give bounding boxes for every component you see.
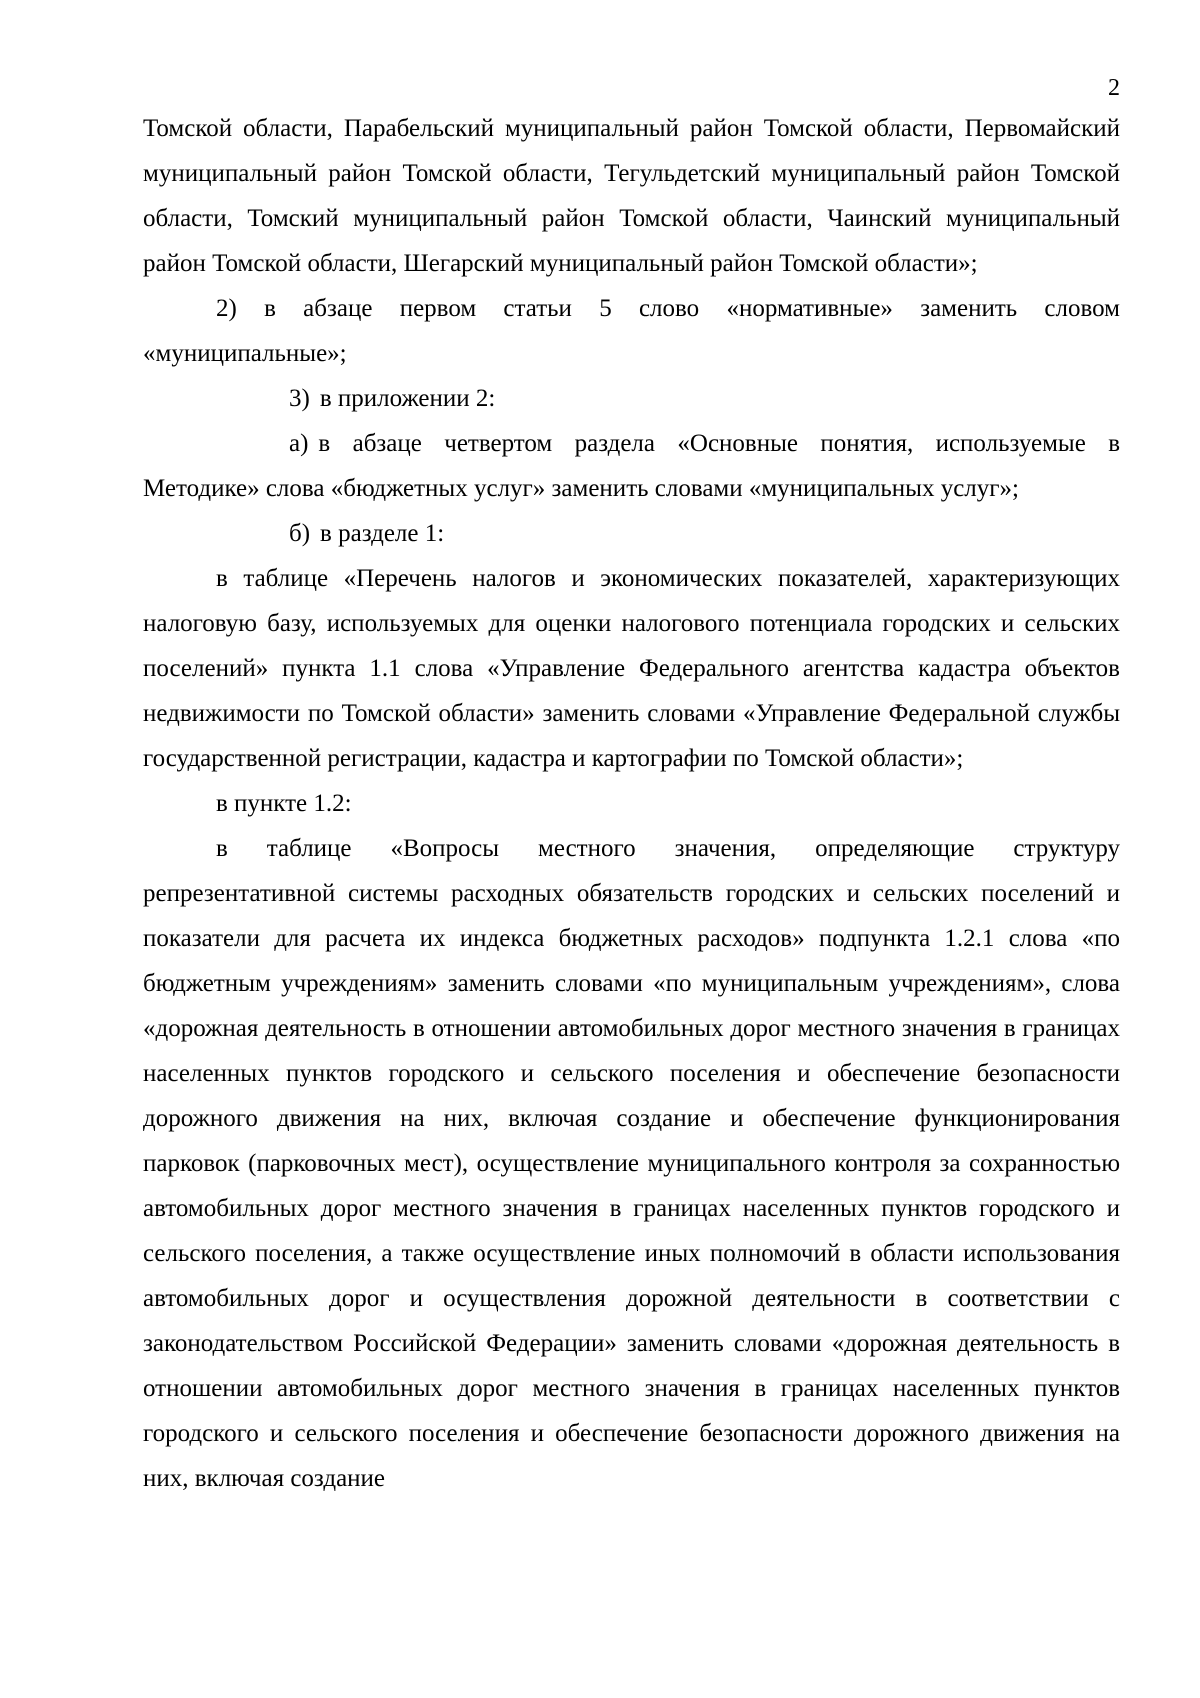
enum-label: а) — [289, 430, 309, 457]
paragraph-table-1-1: в таблице «Перечень налогов и экономических показателей, характеризующих налоговую базу, используемых для оценки налогового потенциала городских и сельских поселений» пункта 1.1 слова «Управление Федерального агентства кадастра объектов недвижимости по Томской области» заменить словами «Управление Федеральной службы государственной регистрации, кадастра и картографии по Томской области»; — [143, 565, 1120, 772]
paragraph-table-1-2-1: в таблице «Вопросы местного значения, определяющие структуру репрезентативной системы расходных обязательств городских и сельских поселений и показатели для расчета их индекса бюджетных расходов» подпункта 1.2.1 слова «по бюджетным учреждениям» заменить словами «по муниципальным учреждениям», слова «дорожная деятельность в отношении автомобильных дорог местного значения в границах населенных пунктов городского и сельского поселения и обеспечение безопасности дорожного движения на них, включая создание и обеспечение функционирования парковок (парковочных мест), осуществление муниципального контроля за сохранностью автомобильных дорог местного значения в границах населенных пунктов городского и сельского поселения, а также осуществление иных полномочий в области использования автомобильных дорог и осуществления дорожной деятельности в соответствии с законодательством Российской Федерации» заменить словами «дорожная деятельность в отношении автомобильных дорог местного значения в границах населенных пунктов городского и сельского поселения и обеспечение безопасности дорожного движения на них, включая создание — [143, 835, 1120, 1492]
paragraph-item-b — [143, 511, 1120, 556]
paragraph-item-2: 2) в абзаце первом статьи 5 слово «нормативные» заменить словом «муниципальные»; — [143, 295, 1120, 367]
document-body — [143, 106, 1120, 1501]
paragraph-item-a — [143, 421, 1120, 511]
paragraph-point-1-2: в пункте 1.2: — [216, 790, 352, 817]
paragraph-text: в абзаце четвертом раздела «Основные понятия, используемые в Методике» слова «бюджетных услуг» заменить словами «муниципальных услуг»; — [143, 430, 1120, 502]
enum-label: 3) — [289, 385, 310, 412]
paragraph-text: в приложении 2: — [319, 385, 496, 412]
paragraph-continuation: Томской области, Парабельский муниципальный район Томской области, Первомайский муниципальный район Томской области, Тегульдетский муниципальный район Томской области, Томский муниципальный район Томской области, Чаинский муниципальный район Томской области, Шегарский муниципальный район Томской области»; — [143, 115, 1120, 277]
paragraph-item-3 — [143, 376, 1120, 421]
enum-label: б) — [289, 520, 311, 547]
page-number: 2 — [1108, 75, 1120, 101]
paragraph-text: в разделе 1: — [320, 520, 445, 547]
